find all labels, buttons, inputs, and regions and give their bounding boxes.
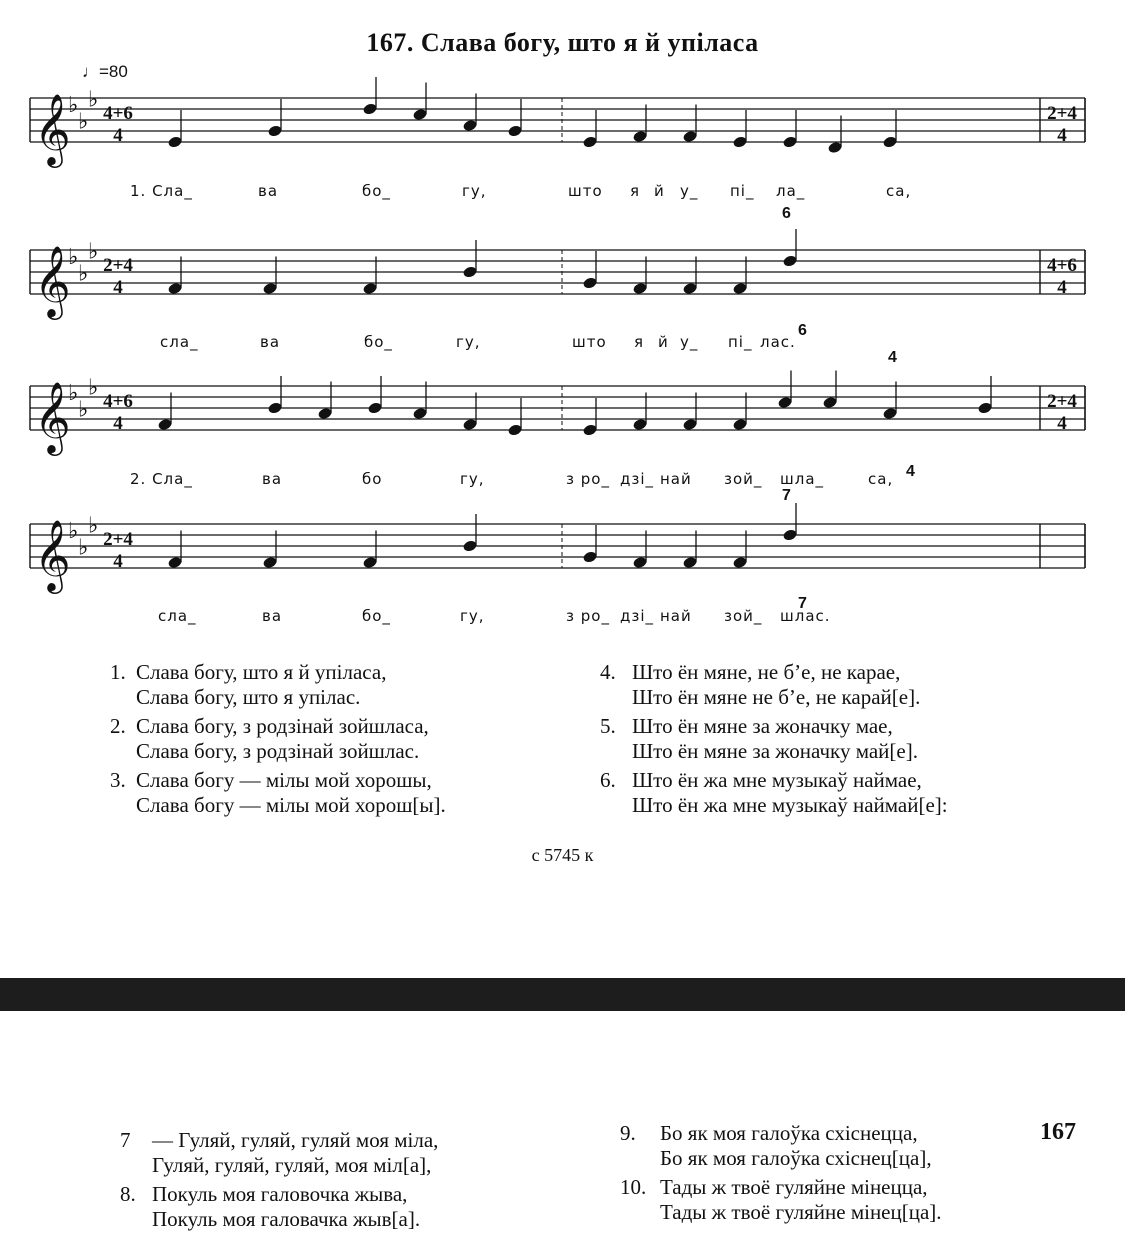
verse (620, 1121, 1020, 1171)
verse-line: Слава богу, што я упілас. (136, 685, 361, 709)
flat-sign-icon: ♭ (78, 109, 89, 135)
lyric-syllable: з ро_ (566, 470, 610, 488)
verse-line: Бо як моя галоўка схіснец[ца], (660, 1146, 932, 1170)
verse-line: Слава богу, з родзінай зойшлас. (136, 739, 420, 763)
lyric-syllable: я (634, 333, 645, 351)
catalog-code: с 5745 к (531, 845, 594, 865)
next-verses-right-column (620, 1121, 1020, 1229)
flat-sign-icon: ♭ (68, 245, 79, 270)
verse-line: — Гуляй, гуляй, гуляй моя міла, (152, 1128, 439, 1152)
tempo-marking: ♩=80 (82, 62, 128, 81)
lyric-syllable: што (572, 333, 607, 351)
lyric-syllable: ла_ (776, 182, 806, 200)
verse (110, 714, 550, 764)
time-signature-bottom: 4 (1057, 276, 1067, 298)
flat-sign-icon: ♭ (78, 261, 89, 287)
flat-sign-icon: ♭ (78, 397, 89, 423)
lyric-syllable: пі_ (730, 182, 755, 200)
verse (110, 768, 550, 818)
lyric-syllable: дзі_ (620, 470, 655, 488)
lyric-syllable: 2. Сла_ (130, 470, 193, 488)
lyric-syllable: шла_ (780, 470, 825, 488)
fermata-number: 4 (888, 349, 897, 366)
verse-number: 2. (110, 714, 126, 738)
verses-left-column (110, 660, 550, 822)
verse-number: 9. (620, 1121, 636, 1145)
verse (110, 660, 550, 710)
lyric-syllable: шлас. (780, 607, 831, 625)
lyric-syllable: лас. (760, 333, 796, 351)
lyric-syllable: ва (262, 470, 283, 488)
lyric-syllable: у_ (680, 182, 699, 200)
lyric-syllable: са, (886, 182, 912, 200)
verse-number: 3. (110, 768, 126, 792)
song-title: 167. Слава богу, што я й упіласа (366, 28, 759, 57)
verse (600, 768, 1060, 818)
verse (600, 660, 1060, 710)
lyric-syllable: бо (362, 470, 383, 488)
time-signature-top: 2+4 (1047, 102, 1077, 124)
verse-line: Тады ж твоё гуляйне мінецца, (660, 1175, 928, 1199)
verse-line: Што ён мяне не б’е, не карай[е]. (632, 685, 921, 709)
flat-sign-icon: ♭ (88, 239, 99, 265)
verse-line: Бо як моя галоўка схіснецца, (660, 1121, 918, 1145)
lyric-syllable: у_ (680, 333, 699, 351)
time-signature-bottom: 4 (1057, 124, 1067, 146)
lyric-syllable: й (658, 333, 669, 351)
verse-line: Покуль моя галовочка жыва, (152, 1182, 408, 1206)
next-page-excerpt (0, 1011, 1125, 1260)
treble-clef-icon: 𝄞 (34, 518, 71, 591)
verse-number: 6. (600, 768, 616, 792)
verse-line: Што ён мяне за жоначку мае, (632, 714, 893, 738)
verse-number: 5. (600, 714, 616, 738)
lyric-syllable: сла_ (158, 607, 197, 625)
verse-number: 7 (120, 1128, 131, 1152)
verse-line: Тады ж твоё гуляйне мінец[ца]. (660, 1200, 942, 1224)
verse-line: Слава богу, з родзінай зойшласа, (136, 714, 429, 738)
verse (120, 1182, 580, 1232)
verse-number: 10. (620, 1175, 647, 1199)
lyric-syllable: бо_ (362, 182, 391, 200)
time-signature-top: 2+4 (1047, 390, 1077, 412)
lyric-syllable: най (660, 607, 692, 625)
flat-sign-icon: ♭ (88, 513, 99, 539)
time-signature-bottom: 4 (1057, 412, 1067, 434)
flat-sign-icon: ♭ (88, 375, 99, 401)
time-signature-top: 2+4 (103, 254, 133, 276)
lyric-syllable: ва (258, 182, 279, 200)
lyric-syllable: што (568, 182, 603, 200)
lyric-syllable: пі_ (728, 333, 753, 351)
fermata-number: 6 (782, 205, 791, 222)
lyric-syllable: бо_ (362, 607, 391, 625)
lyric-syllable: зой_ (724, 470, 763, 488)
fermata-number: 4 (906, 463, 915, 480)
verse-line: Што ён жа мне музыкаў наймае, (632, 768, 922, 792)
verse (120, 1128, 580, 1178)
lyric-syllable: ва (260, 333, 281, 351)
time-signature-top: 2+4 (103, 528, 133, 550)
lyric-syllable: зой_ (724, 607, 763, 625)
time-signature-top: 4+6 (103, 390, 133, 412)
next-verses-left-column (120, 1128, 580, 1236)
verse-line: Слава богу, што я й упіласа, (136, 660, 387, 684)
page-number: 167 (1040, 1119, 1076, 1145)
lyric-syllable: дзі_ (620, 607, 655, 625)
time-signature-top: 4+6 (1047, 254, 1077, 276)
lyric-syllable: й (654, 182, 665, 200)
verse (600, 714, 1060, 764)
verse-line: Покуль моя галовачка жыв[а]. (152, 1207, 421, 1231)
fermata-number: 7 (782, 487, 791, 504)
flat-sign-icon: ♭ (68, 93, 79, 118)
time-signature-bottom: 4 (113, 550, 123, 572)
verse (620, 1175, 1020, 1225)
verse-line: Што ён жа мне музыкаў наймай[е]: (632, 793, 948, 817)
page-divider (0, 978, 1125, 1011)
time-signature-bottom: 4 (113, 276, 123, 298)
flat-sign-icon: ♭ (78, 535, 89, 561)
verse-number: 1. (110, 660, 126, 684)
time-signature-top: 4+6 (103, 102, 133, 124)
verse-line: Гуляй, гуляй, гуляй, моя міл[а], (152, 1153, 432, 1177)
lyric-syllable: бо_ (364, 333, 393, 351)
treble-clef-icon: 𝄞 (34, 92, 71, 165)
lyric-syllable: ва (262, 607, 283, 625)
fermata-number: 7 (798, 595, 807, 612)
lyric-syllable: 1. Сла_ (130, 182, 193, 200)
flat-sign-icon: ♭ (68, 381, 79, 406)
verses-right-column (600, 660, 1060, 822)
lyric-syllable: най (660, 470, 692, 488)
lyric-syllable: гу, (460, 470, 485, 488)
verse-number: 4. (600, 660, 616, 684)
treble-clef-icon: 𝄞 (34, 244, 71, 317)
time-signature-bottom: 4 (113, 412, 123, 434)
flat-sign-icon: ♭ (68, 519, 79, 544)
lyric-syllable: сла_ (160, 333, 199, 351)
lyric-syllable: са, (868, 470, 894, 488)
verse-line: Што ён мяне за жоначку май[е]. (632, 739, 918, 763)
time-signature-bottom: 4 (113, 124, 123, 146)
lyric-syllable: гу, (462, 182, 487, 200)
lyric-syllable: з ро_ (566, 607, 610, 625)
verse-number: 8. (120, 1182, 136, 1206)
flat-sign-icon: ♭ (88, 87, 99, 113)
verse-line: Што ён мяне, не б’е, не карае, (632, 660, 901, 684)
lyric-syllable: я (630, 182, 641, 200)
verse-line: Слава богу — мілы мой хорош[ы]. (136, 793, 446, 817)
verse-line: Слава богу — мілы мой хорошы, (136, 768, 432, 792)
fermata-number: 6 (798, 322, 807, 339)
treble-clef-icon: 𝄞 (34, 380, 71, 453)
lyric-syllable: гу, (460, 607, 485, 625)
lyric-syllable: гу, (456, 333, 481, 351)
